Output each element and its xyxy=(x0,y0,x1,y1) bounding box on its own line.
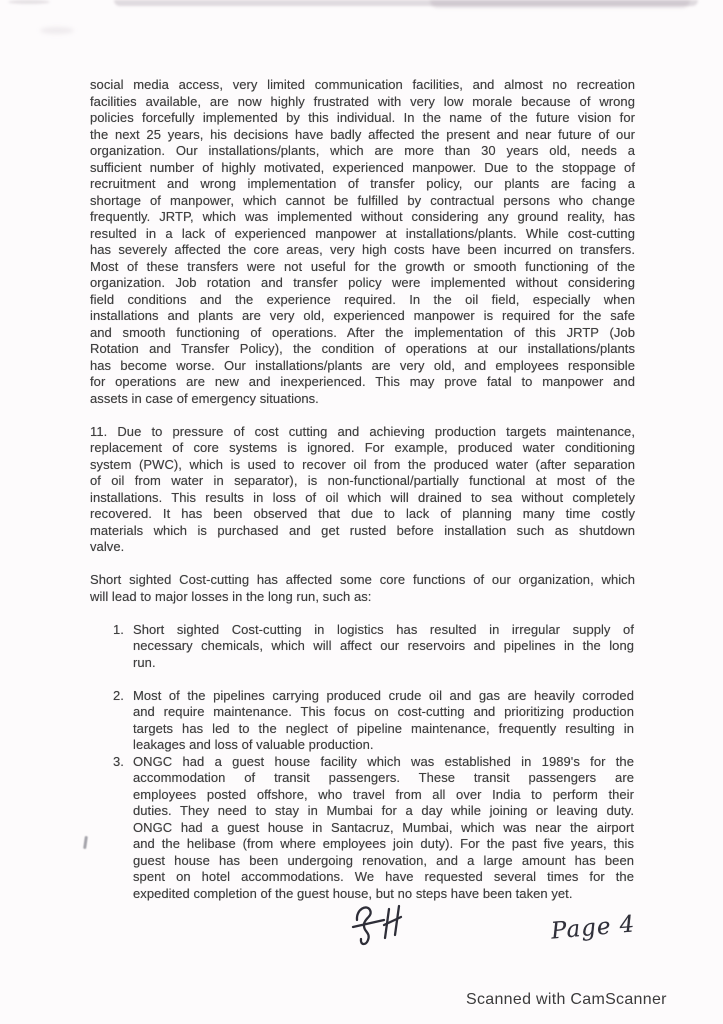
text-line: and the helibase (from where employees join duty). For the past five years, this xyxy=(133,836,634,851)
text-line: assets in case of emergency situations. xyxy=(90,390,319,406)
text-line: materials which is purchased and get rusted before installation such as shutdown xyxy=(90,522,635,538)
text-line: organization. Our installations/plants, which are more than 30 years old, needs a xyxy=(90,143,635,158)
text-line: Most of the pipelines carrying produced crude oil and gas are heavily corroded xyxy=(133,687,634,703)
text-line: leakages and loss of valuable production. xyxy=(133,737,374,752)
text-line: resulted in a lack of experienced manpower at installations/plants. While cost-cutting xyxy=(90,225,635,241)
list-item-text xyxy=(133,688,634,754)
text-line: installations and plants are very old, experienced manpower is required for the safe xyxy=(90,308,635,323)
scan-smudge xyxy=(8,0,50,4)
scan-top-shadow-secondary xyxy=(430,0,690,8)
text-line: ONGC had a guest house in Santacruz, Mumbai, which was near the airport xyxy=(133,819,634,835)
document-body xyxy=(90,77,635,902)
text-line: replacement of core systems is ignored. For example, produced water conditioning xyxy=(90,440,635,455)
text-line: duties. They need to stay in Mumbai for a day while joining or leaving duty. xyxy=(133,803,634,818)
text-line: has severely affected the core areas, very high costs have been incurred on transfers. xyxy=(90,242,635,257)
numbered-list xyxy=(90,622,635,903)
list-item-text xyxy=(133,622,634,672)
text-line: targets has led to the neglect of pipeline maintenance, frequently resulting in xyxy=(133,720,634,736)
text-line: organization. Job rotation and transfer policy were implemented without considering xyxy=(90,275,635,290)
text-line: recruitment and wrong implementation of transfer policy, our plants are facing a xyxy=(90,176,635,191)
text-line: frequently. JRTP, which was implemented without considering any ground reality, has xyxy=(90,209,635,224)
text-line: has become worse. Our installations/plants are very old, and employees responsible xyxy=(90,357,635,373)
list-item-3 xyxy=(113,754,635,903)
text-line: guest house has been undergoing renovation, and a large amount has been xyxy=(133,852,634,868)
text-line: and require maintenance. This focus on cost-cutting and prioritizing production xyxy=(133,704,634,719)
text-line: of oil from water in separator), is non-functional/partially functional at most of the xyxy=(90,473,635,488)
text-line: facilities available, are now highly frustrated with very low morale because of wrong xyxy=(90,93,635,109)
list-item-text xyxy=(133,754,634,903)
text-line: ONGC had a guest house facility which was established in 1989's for the xyxy=(133,753,634,769)
text-line: sufficient number of highly motivated, experienced manpower. Due to the stoppage of xyxy=(90,159,635,175)
paragraph-continuation xyxy=(90,77,635,407)
text-line: field conditions and the experience required. In the oil field, especially when xyxy=(90,291,635,307)
text-line: social media access, very limited communication facilities, and almost no recreation xyxy=(90,77,635,92)
text-line: employees posted offshore, who travel from all over India to perform their xyxy=(133,786,634,802)
text-line: recovered. It has been observed that due to lack of planning many time costly xyxy=(90,506,635,521)
text-line: policies forcefully implemented by this individual. In the name of the future vision for xyxy=(90,110,635,125)
text-line: Short sighted Cost-cutting has affected some core functions of our organization, which xyxy=(90,572,635,587)
list-number: 2. xyxy=(113,687,124,703)
list-number: 3. xyxy=(113,753,124,769)
signature-scribble xyxy=(350,899,412,957)
text-line: valve. xyxy=(90,539,125,554)
scan-edge-mark xyxy=(83,836,88,849)
text-line: system (PWC), which is used to recover oil from the produced water (after separation xyxy=(90,456,635,472)
text-line: run. xyxy=(133,654,156,670)
paragraph-11 xyxy=(90,424,635,556)
text-line: will lead to major losses in the long run, such as: xyxy=(90,588,372,604)
scan-smudge xyxy=(40,27,74,34)
camscanner-watermark: Scanned with CamScanner xyxy=(466,991,667,1008)
text-line: expedited completion of the guest house, but no steps have been taken yet. xyxy=(133,885,573,901)
text-line: and smooth functioning of operations. After the implementation of this JRTP (Job xyxy=(90,324,635,340)
list-item-1 xyxy=(113,622,635,672)
text-line: installations. This results in loss of oil which will drained to sea without completely xyxy=(90,489,635,505)
list-item-2 xyxy=(113,688,635,754)
text-line: Short sighted Cost-cutting in logistics has resulted in irregular supply of xyxy=(133,621,634,637)
text-line: Rotation and Transfer Policy), the condition of operations at our installations/plants xyxy=(90,341,635,356)
list-number: 1. xyxy=(113,621,124,637)
text-line: Most of these transfers were not useful for the growth or smooth functioning of the xyxy=(90,258,635,274)
text-line: 11. Due to pressure of cost cutting and achieving production targets maintenance, xyxy=(90,423,635,439)
text-line: accommodation of transit passengers. These transit passengers are xyxy=(133,770,634,785)
handwritten-page-number: Page 4 xyxy=(550,911,637,945)
text-line: necessary chemicals, which will affect our reservoirs and pipelines in the long xyxy=(133,638,634,653)
text-line: for operations are new and inexperienced. This may prove fatal to manpower and xyxy=(90,374,635,389)
text-line: shortage of manpower, which cannot be fulfilled by contractual persons who change xyxy=(90,192,635,208)
text-line: spent on hotel accommodations. We have requested several times for the xyxy=(133,869,634,884)
text-line: the next 25 years, his decisions have badly affected the present and near future of our xyxy=(90,126,635,142)
paragraph-list-intro xyxy=(90,572,635,605)
